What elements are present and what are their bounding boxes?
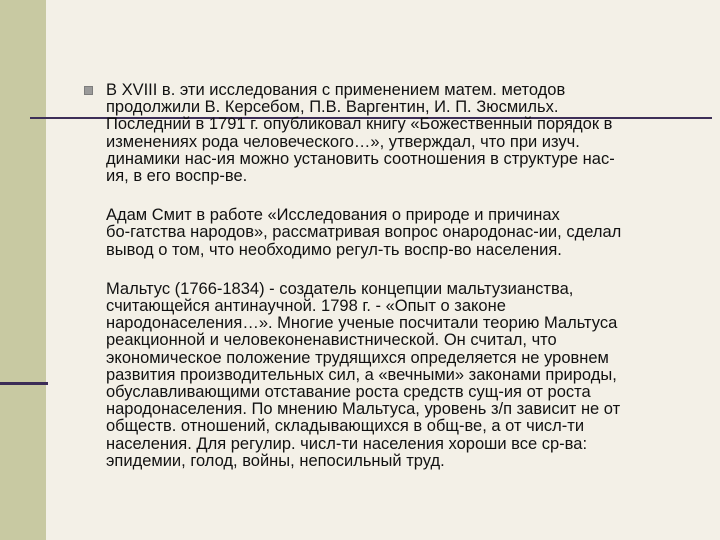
left-band-divider <box>0 382 48 385</box>
slide-text-body <box>84 82 704 492</box>
paragraph-adam-smith: Адам Смит в работе «Исследования о природе и причинах бо-гатства народов», рассматривая вопрос онародонас-ии, сделал вывод о том, что необходимо регул-ть воспр-во населения. <box>106 206 622 259</box>
bullet-list-item <box>84 82 704 470</box>
paragraph-kersebom: В XVIII в. эти исследования с применением матем. методов продолжили В. Керсебом, П.В. Варгентин, И. П. Зюсмильх. Последний в 1791 г. опубликовал книгу «Божественный порядок в изменениях рода человеческого…», утверждал, что при изуч. динамики нас-ия можно установить соотношения в структуре нас- ия, в его воспр-ве. <box>106 81 615 186</box>
paragraph-malthus: Мальтус (1766-1834) - создатель концепции мальтузианства, считающейся антинаучной. 1798 г. - «Опыт о законе народонаселения…». Многие ученые посчитали теорию Мальтуса реакционной и человеконенавистнической. Он считал, что экономическое положение трудящихся определяется не уровнем развития производительных сил, а «вечными» законами природы, обуславливающими отставание роста средств сущ-ия от роста народонаселения. По мнению Мальтуса, уровень з/п зависит не от обществ. отношений, складывающихся в общ-ве, а от числ-ти населения. Для регулир. числ-ти населения хороши все ср-ва: эпидемии, голод, войны, непосильный труд. <box>106 279 621 470</box>
left-decorative-band <box>0 0 46 540</box>
square-bullet-icon <box>84 86 93 95</box>
